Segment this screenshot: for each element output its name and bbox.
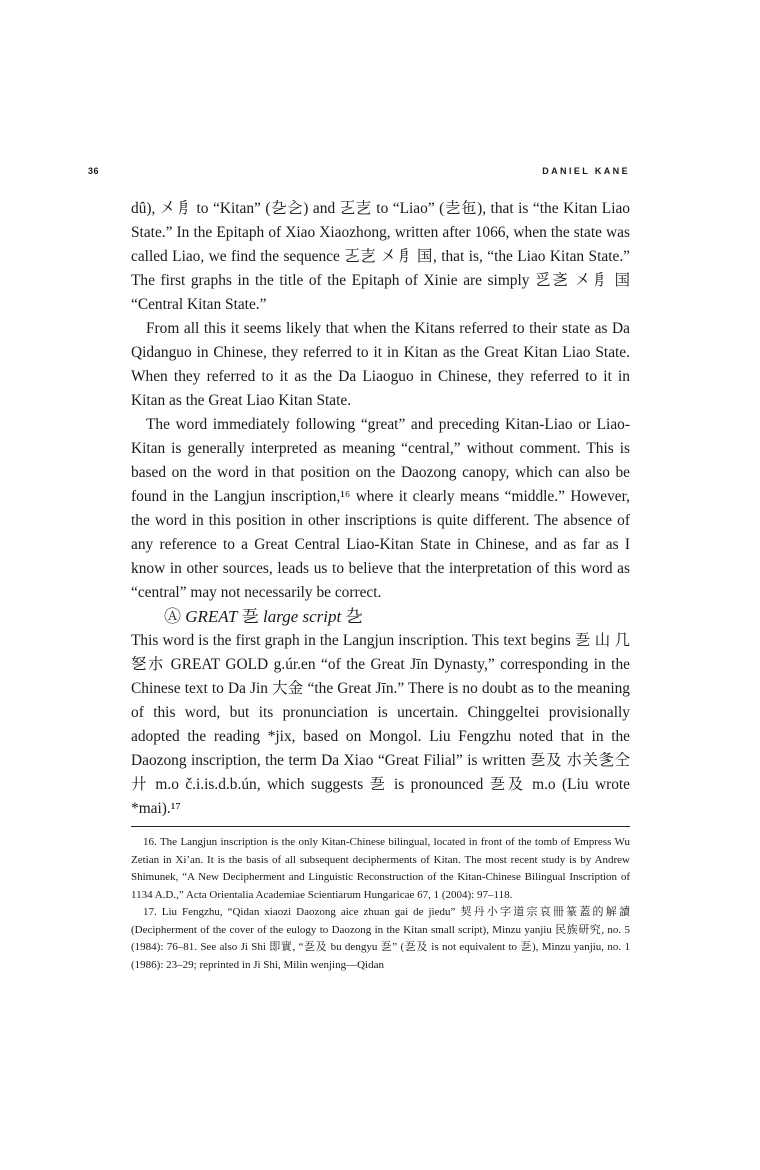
- footnote-rule: [131, 826, 630, 827]
- footnote-16: 16. The Langjun inscription is the only Kitan-Chinese bilingual, located in front of the tomb of Empress Wu Zetian in Xi’an. It is the basis of all subsequent decipherments of Kitan. The most recent study is by Andrew Shimunek, “A New Decipherment and Linguistic Reconstruction of the Kitan-Chinese Bilingual Inscription of 1134 A.D.,” Acta Orientalia Academiae Scientiarum Hungaricae 67, 1 (2004): 97–118.: [131, 836, 630, 901]
- heading-word: GREAT: [185, 607, 238, 626]
- paragraph-1: dû), 㐅㐆 to “Kitan” (㐇㐈) and 㐉㐊 to “Liao” (㐋㐌), that is “the Kitan Liao State.” In the Epitaph of Xiao Xiaozhong, written after 1066, when the state was called Liao, we find the sequence 㐉㐊 㐅㐆 国, that is, “the Liao Kitan State.” The first graphs in the title of the Epitaph of Xinie are simply 㐍㐎 㐅㐆 国 “Central Kitan State.”: [131, 200, 630, 313]
- heading-marker: Ⓐ: [164, 607, 181, 626]
- paragraph-2: From all this it seems likely that when the Kitans referred to their state as Da Qidanguo in Chinese, they referred to it in Kitan as the Great Kitan Liao State. When they referred to it as the Da Liaoguo in Chinese, they referred to it in Kitan as the Great Liao Kitan State.: [131, 320, 630, 409]
- heading-glyph-2: 㐇: [345, 607, 363, 626]
- page-header: [88, 166, 630, 182]
- paragraph-3: The word immediately following “great” and preceding Kitan-Liao or Liao-Kitan is generally interpreted as meaning “central,” without comment. This is based on the word in that position on the Daozong canopy, which can also be found in the Langjun inscription,¹⁶ where it clearly means “middle.” However, the word in this position in other inscriptions is quite different. The absence of any reference to a Great Central Liao-Kitan State in Chinese, and as far as I know in other sources, leads us to believe that the interpretation of this word as “central” may not necessarily be correct.: [131, 416, 630, 601]
- footnotes: [131, 834, 630, 974]
- running-head: DANIEL KANE: [542, 166, 630, 176]
- page-number: 36: [88, 166, 100, 176]
- section-heading: [131, 605, 630, 629]
- heading-label: large script: [263, 607, 342, 626]
- footnote-17: 17. Liu Fengzhu, “Qidan xiaozi Daozong aice zhuan gai de jiedu” 契丹小字道宗哀冊篆蓋的解讀 (Decipherment of the cover of the eulogy to Daozong in the Kitan small script), Minzu yanjiu 民族研究, no. 5 (1984): 76–81. See also Ji Shi 即實, “㐏及 bu dengyu 㐏” (㐏及 is not equivalent to 㐏), Minzu yanjiu, no. 1 (1986): 23–29; reprinted in Ji Shi, Milin wenjing—Qidan: [131, 906, 630, 971]
- main-text: [131, 197, 630, 821]
- heading-glyph: 㐏: [241, 607, 259, 626]
- paragraph-4: This word is the first graph in the Langjun inscription. This text begins 㐏 山 几㐐朩 GREAT GOLD g.úr.en “of the Great Jīn Dynasty,” corresponding in the Chinese text to Da Jin 大金 “the Great Jīn.” There is no doubt as to the meaning of this word, but its pronunciation is uncertain. Chinggeltei provisionally adopted the reading *jix, based on Mongol. Liu Fengzhu noted that in the Daozong inscription, the term Da Xiao “Great Filial” is written 㐏及 朩关㐑仝廾 m.o č.i.is.d.b.ún, which suggests 㐏 is pronounced 㐏及 m.o (Liu wrote *mai).¹⁷: [131, 632, 630, 817]
